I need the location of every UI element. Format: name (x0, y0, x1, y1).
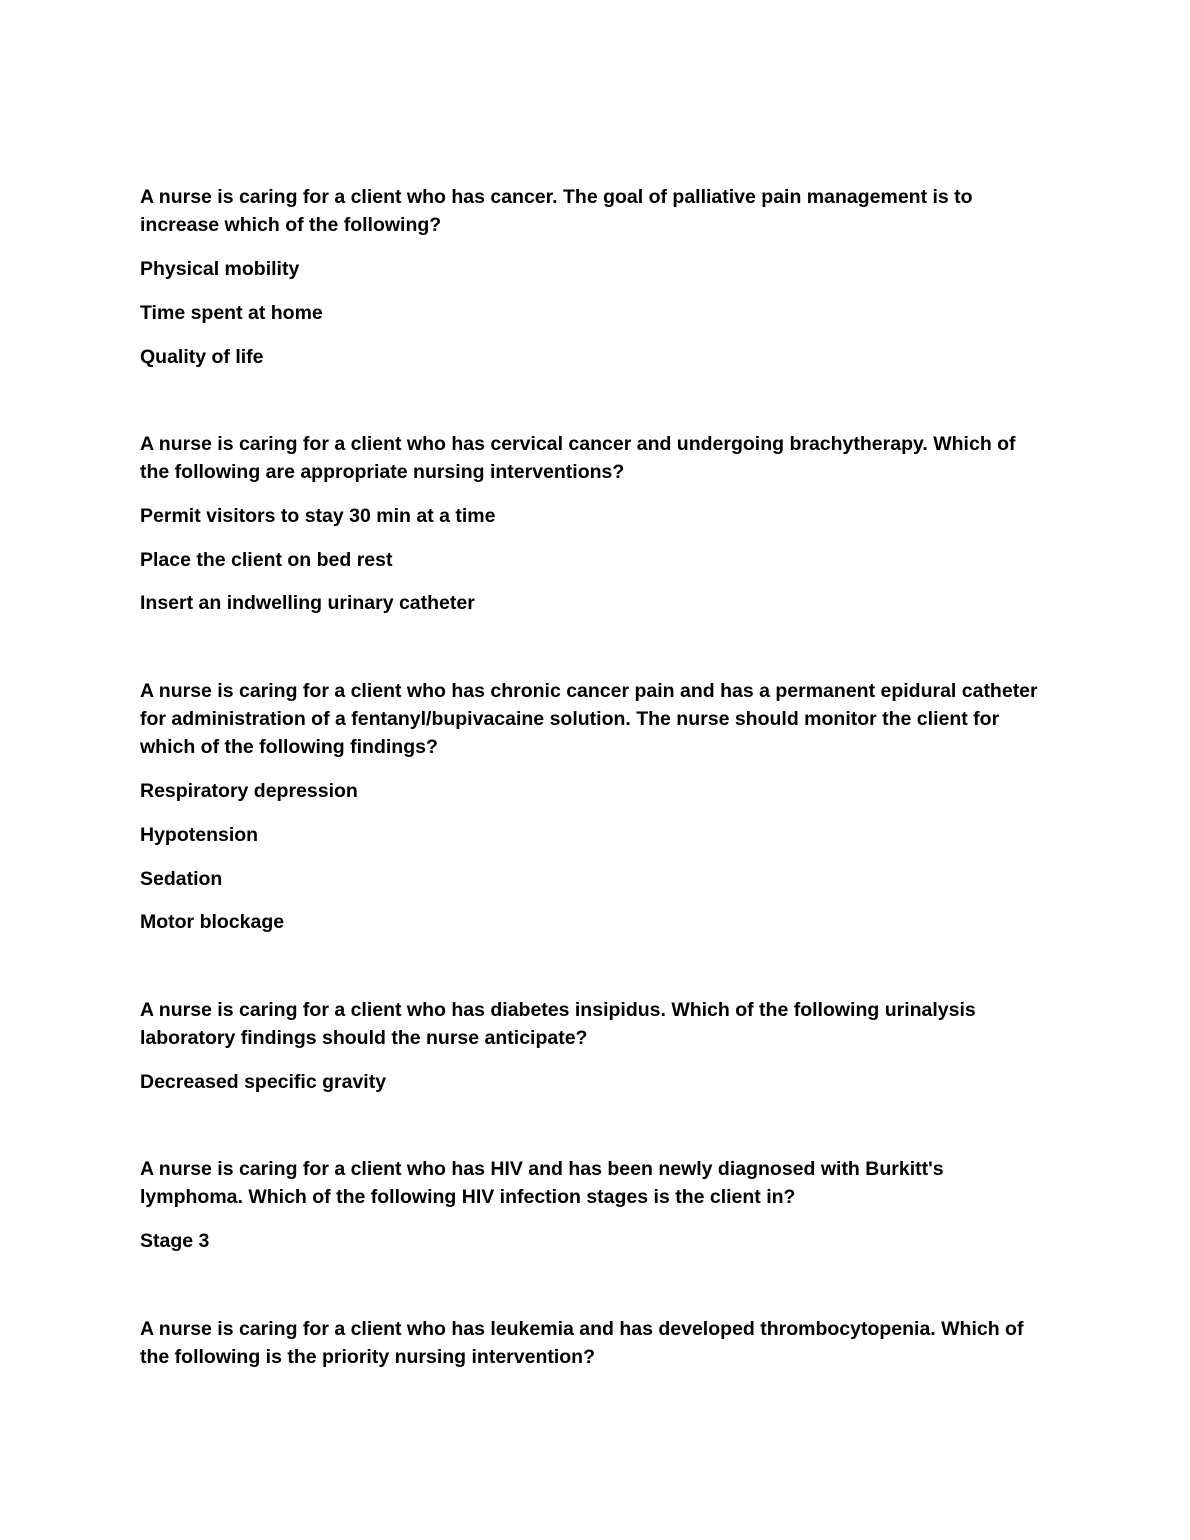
question-3-option-1: Respiratory depression (140, 780, 358, 802)
question-1-option-3: Quality of life (140, 346, 264, 368)
question-5-text: A nurse is caring for a client who has HIV and has been newly diagnosed with Burkitt's lymphoma. Which of the following HIV infection stages is the client in? (140, 1158, 944, 1208)
question-4-option-1: Decreased specific gravity (140, 1071, 387, 1093)
question-4-text: A nurse is caring for a client who has diabetes insipidus. Which of the following urinalysis laboratory findings should the nurse anticipate? (140, 999, 976, 1049)
question-1-option-2: Time spent at home (140, 302, 323, 324)
question-1-option-1: Physical mobility (140, 258, 300, 280)
question-3-text: A nurse is caring for a client who has chronic cancer pain and has a permanent epidural catheter for administration of a fentanyl/bupivacaine solution. The nurse should monitor the client for which of the following findings? (140, 680, 1038, 758)
question-1-text: A nurse is caring for a client who has cancer. The goal of palliative pain management is to increase which of the following? (140, 186, 973, 236)
question-2-option-2: Place the client on bed rest (140, 549, 393, 571)
question-3-option-2: Hypotension (140, 824, 259, 846)
question-3-option-3: Sedation (140, 868, 223, 890)
question-2-option-1: Permit visitors to stay 30 min at a time (140, 505, 496, 527)
question-5-option-1: Stage 3 (140, 1230, 210, 1252)
question-3-option-4: Motor blockage (140, 911, 285, 933)
question-6-text: A nurse is caring for a client who has leukemia and has developed thrombocytopenia. Which of the following is the priority nursing intervention? (140, 1318, 1024, 1368)
question-2-text: A nurse is caring for a client who has cervical cancer and undergoing brachytherapy. Which of the following are appropriate nursing interventions? (140, 433, 1016, 483)
question-2-option-3: Insert an indwelling urinary catheter (140, 592, 475, 614)
